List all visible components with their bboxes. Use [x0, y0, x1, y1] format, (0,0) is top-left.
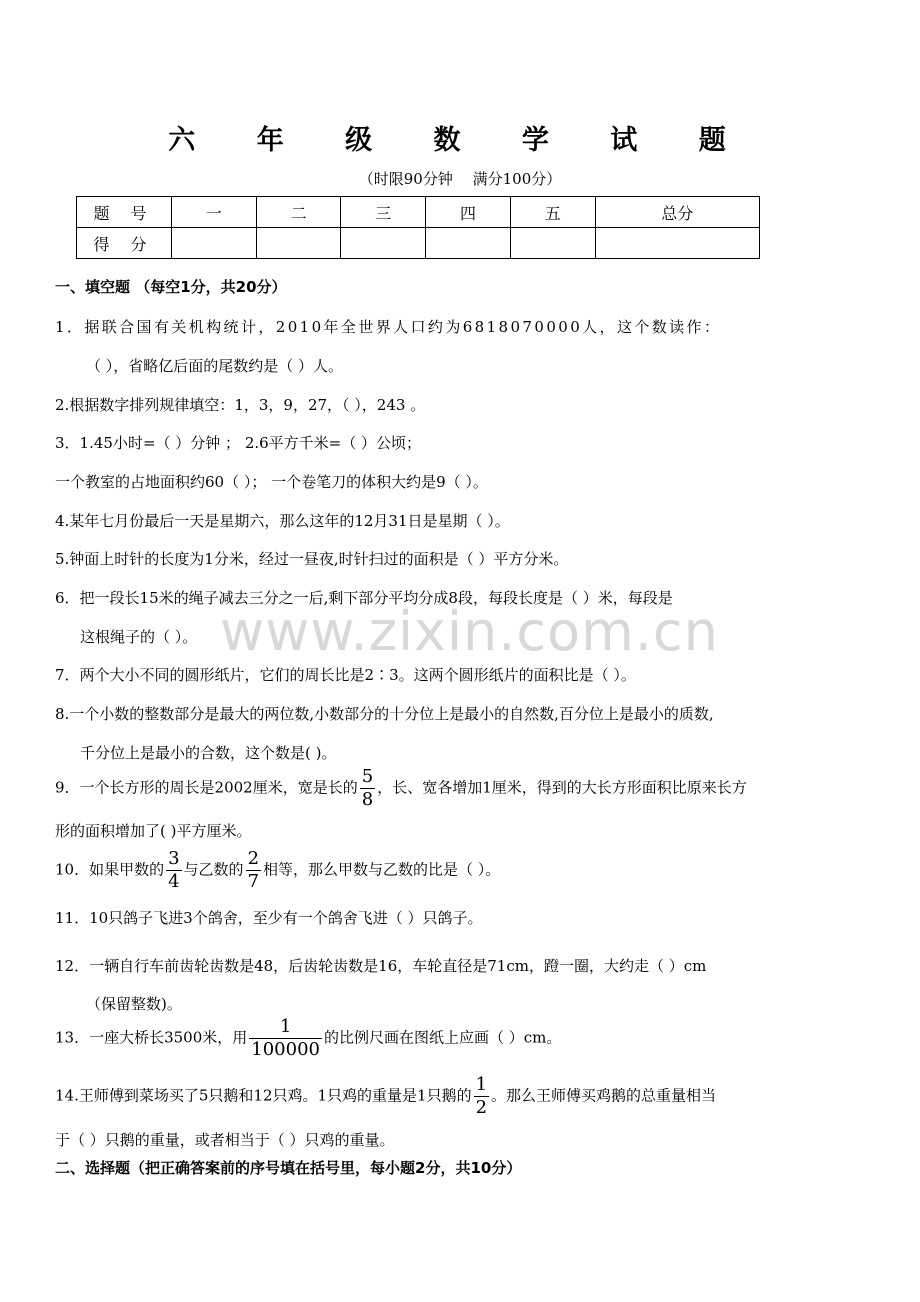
q4: 4.某年七月份最后一天是星期六，那么这年的12月31日是星期（ ）。 [55, 512, 510, 530]
header-cell-total: 总分 [595, 197, 759, 228]
q10-numerator1: 3 [168, 848, 180, 869]
q12-line2: （保留整数)。 [86, 995, 182, 1013]
q12-line1: 12．一辆自行车前齿轮齿数是48，后齿轮齿数是16，车轮直径是71cm，蹬一圈，大约走（ ）cm [55, 957, 707, 975]
q6-line2: 这根绳子的（ ）。 [80, 628, 198, 646]
q9-line1 [55, 768, 747, 809]
score-table [76, 196, 760, 259]
section1-title: 一、填空题 （每空1分，共20分） [55, 278, 287, 296]
header-cell-3: 三 [341, 197, 426, 228]
subtitle: （时限90分钟 满分100分） [358, 170, 562, 188]
q14-line2: 于（ ）只鹅的重量，或者相当于（ ）只鸡的重量。 [55, 1131, 395, 1149]
q9-line2: 形的面积增加了( )平方厘米。 [55, 822, 252, 840]
q13-numerator: 1 [279, 1016, 292, 1037]
score-table-score-row [77, 228, 760, 259]
q7: 7．两个大小不同的圆形纸片，它们的周长比是2∶3。这两个圆形纸片的面积比是（ ）。 [55, 666, 636, 684]
q9-numerator: 5 [361, 766, 374, 787]
score-cell-4[interactable] [426, 228, 511, 259]
q10-numerator2: 2 [247, 848, 260, 869]
header-cell-4: 四 [426, 197, 511, 228]
score-table-header-row [77, 197, 760, 228]
q9-fraction [360, 768, 375, 809]
watermark: www.zixin.com.cn [220, 600, 719, 663]
q6-line1: 6．把一段长15米的绳子减去三分之一后,剩下部分平均分成8段，每段长度是（ ）米，每段是 [55, 589, 673, 607]
score-cell-3[interactable] [341, 228, 426, 259]
q10-fraction2 [246, 850, 261, 891]
q13-text-post: 的比例尺画在图纸上应画（ ）cm。 [323, 1028, 562, 1047]
q14-line1 [55, 1076, 716, 1117]
score-cell-5[interactable] [510, 228, 595, 259]
q14-text-pre: 14.王师傅到菜场买了5只鹅和12只鸡。1只鸡的重量是1只鹅的 [55, 1086, 472, 1105]
q13-text-pre: 13．一座大桥长3500米，用 [55, 1028, 248, 1047]
q1-line1: 1．据联合国有关机构统计，2010年全世界人口约为6818070000人，这个数读作： [55, 318, 722, 336]
q9-text-pre: 9．一个长方形的周长是2002厘米，宽是长的 [55, 778, 358, 797]
score-row-label: 得 分 [77, 228, 172, 259]
q14-denominator: 2 [475, 1097, 488, 1118]
score-cell-1[interactable] [172, 228, 257, 259]
q2: 2.根据数字排列规律填空：1，3，9，27，（ ），243 。 [55, 396, 426, 414]
score-cell-2[interactable] [256, 228, 341, 259]
q13-fraction [249, 1018, 322, 1059]
q8-line2: 千分位上是最小的合数，这个数是( )。 [80, 744, 337, 762]
q14-numerator: 1 [475, 1074, 488, 1095]
q9-text-post: ，长、宽各增加1厘米，得到的大长方形面积比原来长方 [377, 778, 747, 797]
q9-denominator: 8 [361, 789, 374, 810]
q11: 11．10只鸽子飞进3个鸽舍，至少有一个鸽舍飞进（ ）只鸽子。 [55, 909, 483, 927]
header-cell-5: 五 [510, 197, 595, 228]
q13 [55, 1018, 561, 1059]
q10-text-post: 相等，那么甲数与乙数的比是（ ）。 [263, 860, 501, 879]
q10-text-mid: 与乙数的 [183, 860, 244, 879]
q13-denominator: 100000 [251, 1039, 320, 1060]
q5: 5.钟面上时针的长度为1分米，经过一昼夜,时针扫过的面积是（ ）平方分米。 [55, 550, 569, 568]
q10-text-pre: 10．如果甲数的 [55, 860, 165, 879]
page-title: 六 年 级 数 学 试 题 [168, 125, 752, 156]
q1-line2: （ ），省略亿后面的尾数约是（ ）人。 [86, 357, 344, 375]
header-cell-2: 二 [256, 197, 341, 228]
q10-fraction1 [166, 850, 181, 891]
q14-text-post: 。那么王师傅买鸡鹅的总重量相当 [491, 1086, 717, 1105]
q14-fraction [474, 1076, 489, 1117]
header-cell-1: 一 [172, 197, 257, 228]
q10 [55, 850, 500, 891]
q8-line1: 8.一个小数的整数部分是最大的两位数,小数部分的十分位上是最小的自然数,百分位上是最小的质数, [55, 705, 714, 723]
section2-title: 二、选择题（把正确答案前的序号填在括号里，每小题2分，共10分） [55, 1159, 522, 1177]
q3-line2: 一个教室的占地面积约60（ ）； 一个卷笔刀的体积大约是9（ ）。 [55, 473, 488, 491]
q10-denominator1: 4 [168, 871, 180, 892]
q10-denominator2: 7 [247, 871, 260, 892]
header-cell-label: 题 号 [77, 197, 172, 228]
score-cell-total[interactable] [595, 228, 759, 259]
q3-line1: 3．1.45小时=（ ）分钟 ； 2.6平方千米=（ ）公顷； [55, 434, 422, 452]
